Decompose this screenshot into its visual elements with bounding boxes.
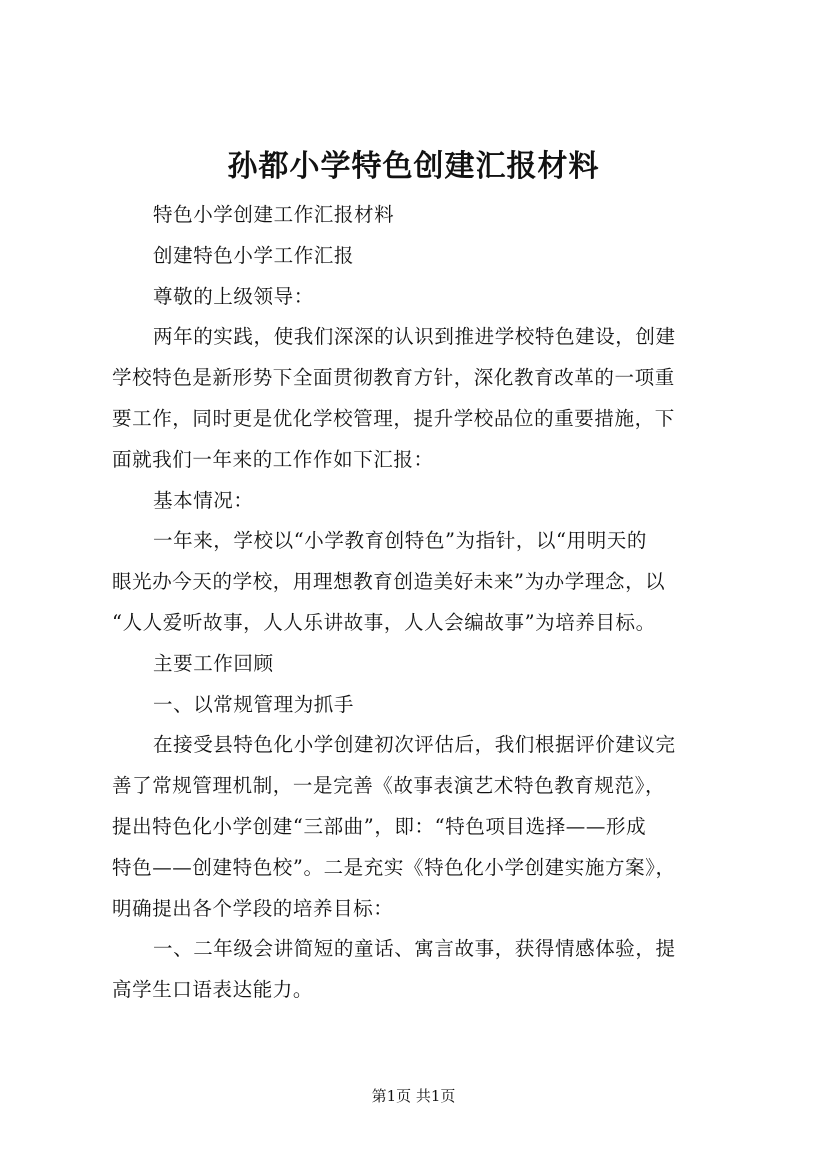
document-title: 孙都小学特色创建汇报材料 <box>227 149 600 184</box>
text-line: 要工作，同时更是优化学校管理，提升学校品位的重要措施，下 <box>112 406 675 430</box>
paragraph-subheading <box>112 236 724 277</box>
paragraph-intro <box>112 317 724 480</box>
text-line: 高学生口语表达能力。 <box>112 978 314 1002</box>
text-line: 学校特色是新形势下全面贯彻教育方针，深化教育改革的一项重 <box>112 366 675 390</box>
text-line: 在接受县特色化小学创建初次评估后，我们根据评价建议完 <box>153 733 676 757</box>
text-line: 创建特色小学工作汇报 <box>153 243 355 267</box>
section-heading-routine <box>112 685 724 726</box>
text-line: 一、二年级会讲简短的童话、寓言故事，获得情感体验，提 <box>153 937 676 961</box>
text-line: 特色小学创建工作汇报材料 <box>153 203 395 226</box>
text-line: 一、以常规管理为抓手 <box>153 692 355 716</box>
paragraph-subtitle <box>112 195 724 236</box>
paragraph-basic-situation <box>112 521 724 643</box>
text-line: “人人爱听故事，人人乐讲故事，人人会编故事”为培养目标。 <box>112 610 656 634</box>
text-line: 基本情况： <box>153 488 254 512</box>
text-line: 特色——创建特色校”。二是充实《特色化小学创建实施方案》， <box>112 855 676 879</box>
text-line: 提出特色化小学创建“三部曲”，即：“特色项目选择——形成 <box>112 814 647 838</box>
paragraph-routine-management <box>112 725 724 929</box>
document-body <box>112 195 724 1011</box>
text-line: 两年的实践，使我们深深的认识到推进学校特色建设，创建 <box>153 325 676 349</box>
section-heading-review <box>112 644 724 685</box>
text-line: 明确提出各个学段的培养目标： <box>112 896 394 920</box>
text-line: 眼光办今天的学校，用理想教育创造美好未来”为办学理念，以 <box>112 570 666 594</box>
paragraph-grade-goals <box>112 929 724 1011</box>
text-line: 面就我们一年来的工作作如下汇报： <box>112 447 434 471</box>
text-line: 善了常规管理机制，一是完善《故事表演艺术特色教育规范》， <box>112 774 666 798</box>
text-line: 尊敬的上级领导： <box>153 284 314 308</box>
text-line: 一年来，学校以“小学教育创特色”为指针，以“用明天的 <box>153 529 648 553</box>
paragraph-salutation <box>112 277 724 318</box>
page-number: 第1页 共1页 <box>371 1087 456 1105</box>
section-heading-basic <box>112 481 724 522</box>
text-line: 主要工作回顾 <box>153 651 274 675</box>
